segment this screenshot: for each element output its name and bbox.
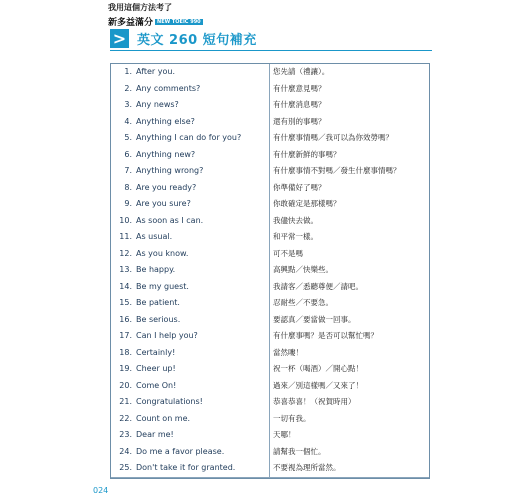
row-number: 17. bbox=[119, 331, 132, 340]
table-row bbox=[111, 64, 429, 82]
toeic-badge: NEW TOEIC 990 bbox=[157, 19, 201, 25]
book-title-line2: 新多益滿分 bbox=[108, 18, 154, 28]
table-row bbox=[111, 180, 429, 198]
table-row bbox=[111, 163, 429, 181]
row-number: 11. bbox=[119, 232, 132, 241]
table-row bbox=[111, 196, 429, 214]
english-phrase-cell bbox=[116, 279, 266, 294]
english-phrase: As soon as I can. bbox=[136, 215, 204, 225]
table-row bbox=[111, 361, 429, 379]
phrase-table bbox=[110, 63, 430, 479]
english-phrase-cell bbox=[116, 229, 266, 244]
row-number: 13. bbox=[119, 265, 132, 274]
table-row bbox=[111, 427, 429, 445]
english-phrase-cell bbox=[116, 378, 266, 393]
english-phrase-cell bbox=[116, 460, 266, 475]
chinese-meaning-cell: 我儘快去做。 bbox=[273, 215, 318, 225]
table-row bbox=[111, 411, 429, 429]
row-number: 21. bbox=[119, 397, 132, 406]
english-phrase: As usual. bbox=[136, 232, 173, 241]
table-row bbox=[111, 246, 429, 264]
row-number: 23. bbox=[119, 430, 132, 439]
row-number: 18. bbox=[119, 347, 132, 357]
chevron-right-icon: > bbox=[110, 29, 129, 48]
row-number: 1. bbox=[124, 67, 132, 76]
english-phrase-cell bbox=[116, 262, 266, 277]
table-row bbox=[111, 147, 429, 165]
row-number: 9. bbox=[124, 199, 132, 208]
english-phrase: Anything I can do for you? bbox=[136, 133, 242, 142]
table-row bbox=[111, 394, 429, 412]
table-row bbox=[111, 213, 429, 231]
table-row bbox=[111, 312, 429, 330]
table-row bbox=[111, 328, 429, 346]
chinese-meaning-cell: 天哪！ bbox=[273, 430, 296, 439]
english-phrase: After you. bbox=[136, 67, 175, 76]
english-phrase-cell bbox=[116, 180, 266, 195]
row-number: 12. bbox=[119, 248, 132, 258]
column-divider bbox=[269, 64, 270, 478]
english-phrase-cell bbox=[116, 163, 266, 178]
table-row bbox=[111, 345, 429, 363]
english-phrase: Any comments? bbox=[136, 83, 201, 93]
chinese-meaning-cell: 有什麼新鮮的事嗎？ bbox=[273, 149, 341, 159]
english-phrase-cell bbox=[116, 361, 266, 376]
table-row bbox=[111, 378, 429, 396]
row-number: 2. bbox=[124, 83, 132, 93]
english-phrase: Anything else? bbox=[136, 116, 195, 126]
english-phrase: Certainly! bbox=[136, 347, 176, 357]
english-phrase-cell bbox=[116, 64, 266, 79]
english-phrase-cell bbox=[116, 394, 266, 409]
english-phrase-cell bbox=[116, 114, 266, 129]
english-phrase: Can I help you? bbox=[136, 331, 198, 340]
english-phrase: Anything wrong? bbox=[136, 166, 204, 175]
english-phrase: Are you sure? bbox=[136, 199, 191, 208]
english-phrase-cell bbox=[116, 213, 266, 228]
table-row bbox=[111, 229, 429, 247]
english-phrase: Be patient. bbox=[136, 298, 180, 307]
chinese-meaning-cell: 你準備好了嗎？ bbox=[273, 182, 326, 192]
chinese-meaning-cell: 恭喜恭喜！（祝賀時用） bbox=[273, 397, 356, 406]
table-row bbox=[111, 114, 429, 132]
english-phrase: Count on me. bbox=[136, 413, 191, 423]
english-phrase-cell bbox=[116, 81, 266, 96]
chinese-meaning-cell: 有什麼事情嗎／我可以為你效勞嗎？ bbox=[273, 133, 393, 142]
table-row bbox=[111, 295, 429, 313]
chinese-meaning-cell: 還有別的事嗎？ bbox=[273, 116, 326, 126]
table-row bbox=[111, 262, 429, 280]
chinese-meaning-cell: 可不是嗎 bbox=[273, 248, 303, 258]
english-phrase-cell bbox=[116, 196, 266, 211]
chinese-meaning-cell: 忍耐些／不要急。 bbox=[273, 298, 333, 307]
english-phrase-cell bbox=[116, 147, 266, 162]
english-phrase-cell bbox=[116, 328, 266, 343]
table-row bbox=[111, 444, 429, 462]
english-phrase-cell bbox=[116, 427, 266, 442]
english-phrase: Come On! bbox=[136, 380, 177, 390]
chinese-meaning-cell: 您先請（禮讓）。 bbox=[273, 67, 330, 76]
row-number: 24. bbox=[119, 446, 132, 456]
english-phrase: Any news? bbox=[136, 100, 179, 109]
english-phrase-cell bbox=[116, 295, 266, 310]
english-phrase: Dear me! bbox=[136, 430, 174, 439]
chinese-meaning-cell: 過來／別這樣嗎／又來了！ bbox=[273, 380, 363, 390]
row-number: 14. bbox=[119, 281, 132, 291]
row-number: 20. bbox=[119, 380, 132, 390]
english-phrase: Are you ready? bbox=[136, 182, 197, 192]
chinese-meaning-cell: 請幫我一個忙。 bbox=[273, 446, 326, 456]
row-number: 7. bbox=[124, 166, 132, 175]
running-head bbox=[108, 4, 203, 28]
row-number: 8. bbox=[124, 182, 132, 192]
english-phrase-cell bbox=[116, 312, 266, 327]
english-phrase: Do me a favor please. bbox=[136, 446, 225, 456]
row-number: 15. bbox=[119, 298, 132, 307]
chinese-meaning-cell: 有什麼事嗎？是否可以幫忙嗎？ bbox=[273, 331, 378, 340]
table-row bbox=[111, 279, 429, 297]
chinese-meaning-cell: 有什麼意見嗎？ bbox=[273, 83, 326, 93]
english-phrase-cell bbox=[116, 246, 266, 261]
english-phrase: Congratulations! bbox=[136, 397, 203, 406]
english-phrase-cell bbox=[116, 345, 266, 360]
section-header bbox=[100, 26, 432, 50]
row-number: 5. bbox=[124, 133, 132, 142]
row-number: 6. bbox=[124, 149, 132, 159]
english-phrase: Be happy. bbox=[136, 265, 176, 274]
row-number: 3. bbox=[124, 100, 132, 109]
english-phrase: Cheer up! bbox=[136, 364, 176, 373]
section-underline bbox=[110, 50, 432, 51]
chinese-meaning-cell: 一切有我。 bbox=[273, 413, 311, 423]
row-number: 16. bbox=[119, 314, 132, 324]
table-row bbox=[111, 81, 429, 99]
book-title-line1: 我用這個方法考了 bbox=[108, 3, 172, 12]
english-phrase: Don't take it for granted. bbox=[136, 463, 236, 472]
row-number: 19. bbox=[119, 364, 132, 373]
chinese-meaning-cell: 不要視為理所當然。 bbox=[273, 463, 341, 472]
row-number: 22. bbox=[119, 413, 132, 423]
chinese-meaning-cell: 和平常一樣。 bbox=[273, 232, 318, 241]
table-row bbox=[111, 460, 429, 478]
row-number: 4. bbox=[124, 116, 132, 126]
english-phrase-cell bbox=[116, 130, 266, 145]
page-number: 024 bbox=[93, 486, 109, 495]
chinese-meaning-cell: 高興點／快樂些。 bbox=[273, 265, 333, 274]
table-row bbox=[111, 130, 429, 148]
chinese-meaning-cell: 我請客／悉聽尊便／請吧。 bbox=[273, 281, 363, 291]
chinese-meaning-cell: 有什麼事情不對嗎／發生什麼事情嗎？ bbox=[273, 166, 401, 175]
english-phrase: As you know. bbox=[136, 248, 189, 258]
chinese-meaning-cell: 有什麼消息嗎？ bbox=[273, 100, 326, 109]
chinese-meaning-cell: 你敢確定是那樣嗎？ bbox=[273, 199, 341, 208]
table-row bbox=[111, 97, 429, 115]
english-phrase-cell bbox=[116, 444, 266, 459]
english-phrase: Anything new? bbox=[136, 149, 196, 159]
english-phrase-cell bbox=[116, 97, 266, 112]
chinese-meaning-cell: 當然嘍！ bbox=[273, 347, 303, 357]
chinese-meaning-cell: 祝一杯（喝酒）／開心點！ bbox=[273, 364, 363, 373]
row-number: 10. bbox=[119, 215, 132, 225]
english-phrase: Be serious. bbox=[136, 314, 181, 324]
row-number: 25. bbox=[119, 463, 132, 472]
chinese-meaning-cell: 要認真／要當做一回事。 bbox=[273, 314, 356, 324]
english-phrase-cell bbox=[116, 411, 266, 426]
section-title: 英文 260 短句補充 bbox=[137, 33, 257, 48]
english-phrase: Be my guest. bbox=[136, 281, 189, 291]
